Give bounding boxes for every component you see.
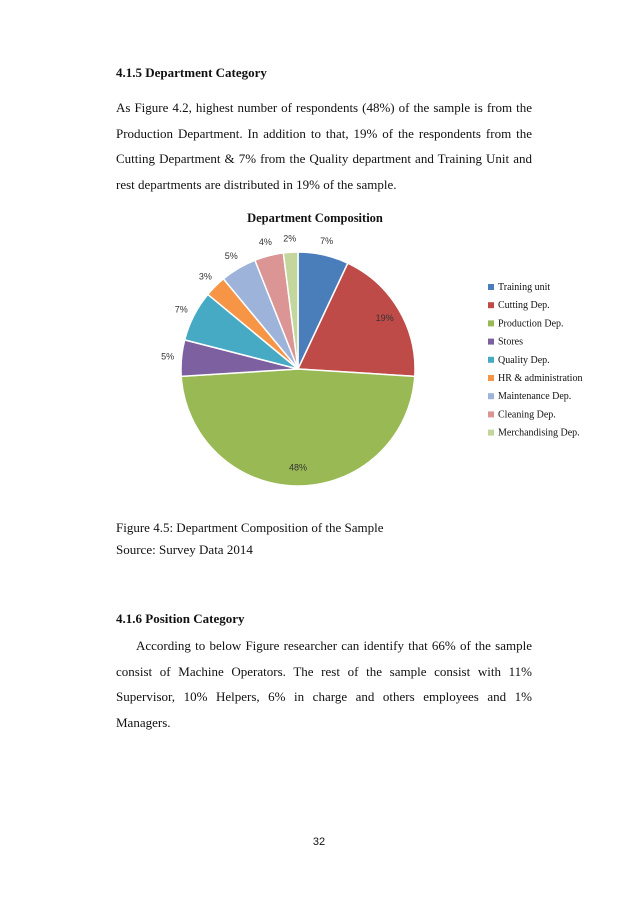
legend-label: Quality Dep.: [498, 354, 550, 366]
legend-label: Training unit: [498, 282, 551, 293]
figure-caption-title: Figure 4.5: Department Composition of the Sample: [116, 520, 384, 535]
pie-data-label: 2%: [283, 233, 297, 244]
pie-data-label: 3%: [198, 271, 212, 282]
legend-label: Cleaning Dep.: [498, 409, 556, 421]
legend-label: Stores: [498, 336, 523, 348]
legend-swatch: [488, 411, 494, 417]
figure-caption-source: Source: Survey Data 2014: [116, 542, 253, 557]
legend-label: Maintenance Dep.: [498, 391, 572, 403]
pie-data-label: 48%: [288, 462, 308, 473]
pie-data-label: 7%: [174, 304, 188, 315]
pie-data-label: 19%: [375, 312, 394, 323]
legend-swatch: [488, 430, 494, 436]
legend-swatch: [488, 339, 494, 345]
pie-data-label: 5%: [161, 351, 175, 362]
pie-data-label: 7%: [320, 236, 334, 247]
legend-swatch: [488, 357, 494, 363]
legend-label: Merchandising Dep.: [498, 427, 580, 439]
legend-swatch: [488, 393, 494, 399]
figure-caption: [116, 517, 384, 561]
legend-swatch: [488, 302, 494, 308]
pie-data-label: 5%: [224, 251, 238, 262]
chart-title: Department Composition: [247, 211, 383, 225]
legend-label: HR & administration: [498, 373, 583, 384]
pie-data-label: 4%: [258, 237, 272, 248]
legend-label: Cutting Dep.: [498, 300, 550, 312]
legend-swatch: [488, 375, 494, 381]
department-composition-chart: [150, 206, 600, 496]
pie-chart-svg: [150, 206, 600, 496]
position-category-paragraph: According to below Figure researcher can identify that 66% of the sample consist of Machine Operators. The rest of the sample consist with 11% Supervisor, 10% Helpers, 6% in charge and others employees and 1% Managers.: [116, 638, 532, 730]
section-heading-department-category: 4.1.5 Department Category: [116, 65, 267, 80]
legend-swatch: [488, 284, 494, 290]
legend-swatch: [488, 320, 494, 326]
legend-label: Production Dep.: [498, 318, 564, 330]
section-heading-position-category: 4.1.6 Position Category: [116, 611, 245, 626]
page-number: 32: [312, 836, 326, 848]
department-category-paragraph: As Figure 4.2, highest number of respondents (48%) of the sample is from the Production Department. In addition to that, 19% of the respondents from the Cutting Department & 7% from the Quality department and Training Unit and rest departments are distributed in 19% of the sample.: [116, 100, 532, 192]
